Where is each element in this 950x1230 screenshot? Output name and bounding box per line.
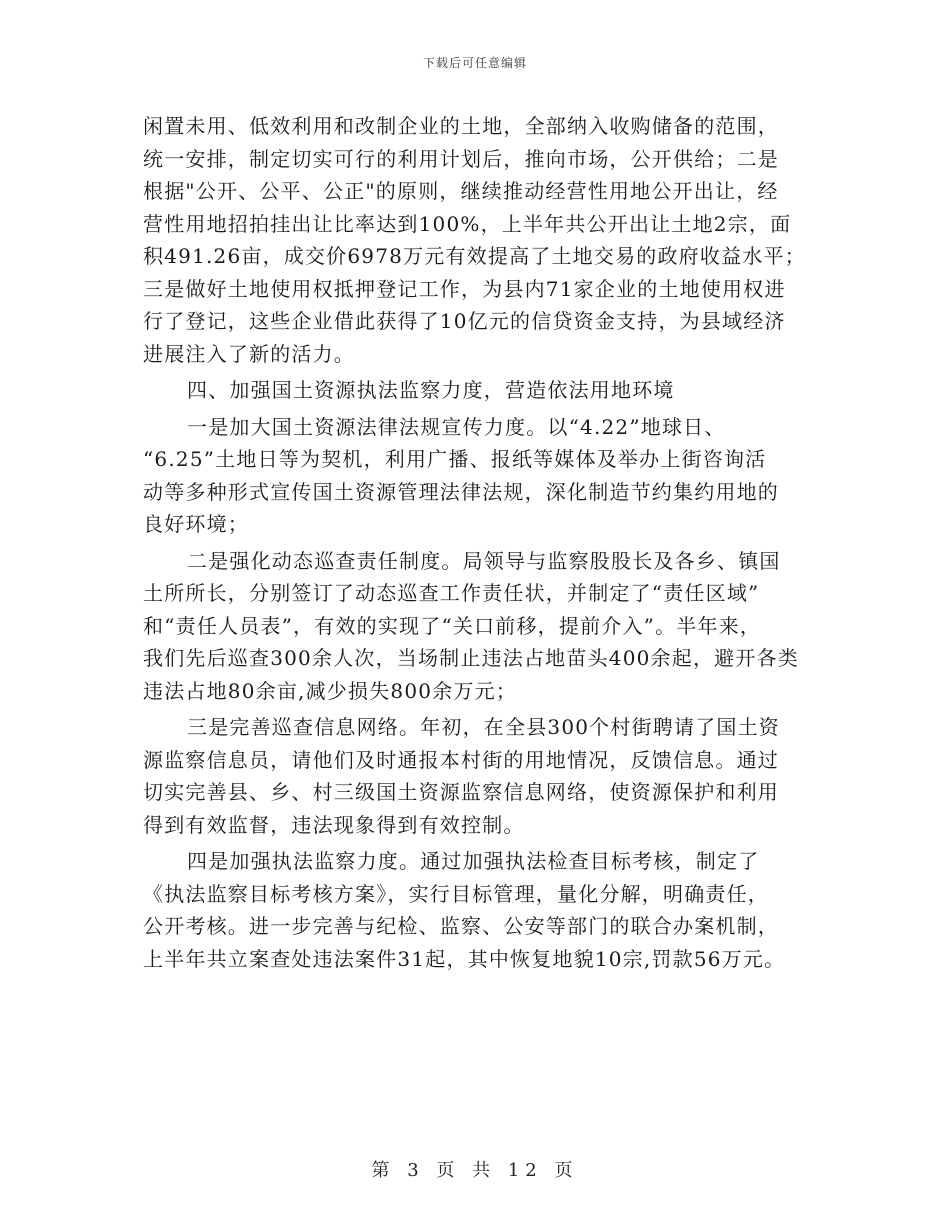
text-line: 良好环境； bbox=[143, 512, 249, 536]
paragraph-enforcement bbox=[143, 845, 815, 975]
section-heading-text: 四、加强国土资源执法监察力度，营造依法用地环境 bbox=[187, 378, 675, 402]
text-line: 一是加大国土资源法律法规宣传力度。以“4.22”地球日、 bbox=[187, 414, 726, 439]
text-line: 根据"公开、公平、公正"的原则，继续推动经营性用地公开出让，经 bbox=[143, 179, 779, 203]
text-line: 三是做好土地使用权抵押登记工作，为县内71家企业的土地使用权进 bbox=[143, 276, 786, 301]
text-line: 二是强化动态巡查责任制度。局领导与监察股股长及各乡、镇国 bbox=[187, 548, 781, 573]
paragraph-info-network bbox=[143, 711, 815, 841]
text-line: 上半年共立案查处违法案件31起，其中恢复地貌10宗,罚款56万元。 bbox=[143, 946, 786, 971]
text-line: 公开考核。进一步完善与纪检、监察、公安等部门的联合办案机制， bbox=[143, 914, 779, 938]
text-line: 违法占地80余亩,减少损失800余万元； bbox=[143, 678, 517, 703]
paragraph-publicity bbox=[143, 411, 815, 541]
text-line: 四是加强执法监察力度。通过加强执法检查目标考核，制定了 bbox=[187, 849, 760, 873]
text-line: 土所所长，分别签订了动态巡查工作责任状，并制定了“责任区域” bbox=[143, 581, 760, 605]
text-line: “6.25”土地日等为契机，利用广播、报纸等媒体及举办上街咨询活 bbox=[143, 447, 767, 471]
paragraph-land-supply bbox=[143, 110, 815, 370]
text-line: 统一安排，制定切实可行的利用计划后，推向市场，公开供给；二是 bbox=[143, 146, 779, 171]
text-line: 《执法监察目标考核方案》，实行目标管理，量化分解，明确责任， bbox=[143, 881, 769, 906]
page-header-note: 下载后可任意编辑 bbox=[422, 56, 527, 70]
text-line: 积491.26亩，成交价6978万元有效提高了土地交易的政府收益水平； bbox=[143, 244, 806, 268]
document-body bbox=[143, 110, 815, 979]
text-line: 营性用地招拍挂出让比率达到100%，上半年共公开出让土地2宗，面 bbox=[143, 211, 792, 236]
section-heading-4 bbox=[143, 374, 815, 407]
text-line: 行了登记，这些企业借此获得了10亿元的信贷资金支持，为县域经济 bbox=[143, 309, 786, 333]
text-line: 切实完善县、乡、村三级国土资源监察信息网络，使资源保护和利用 bbox=[143, 780, 779, 804]
text-line: 闲置未用、低效利用和改制企业的土地，全部纳入收购储备的范围， bbox=[143, 114, 779, 138]
text-line: 和“责任人员表”，有效的实现了“关口前移，提前介入”。半年来， bbox=[143, 613, 762, 638]
text-line: 我们先后巡查300余人次，当场制止违法占地苗头400余起，避开各类 bbox=[143, 646, 799, 670]
page-number: 第 3 页 共 12 页 bbox=[371, 1160, 579, 1181]
text-line: 动等多种形式宣传国土资源管理法律法规，深化制造节约集约用地的 bbox=[143, 479, 779, 504]
text-line: 进展注入了新的活力。 bbox=[143, 341, 355, 366]
text-line: 三是完善巡查信息网络。年初，在全县300个村街聘请了国土资 bbox=[187, 715, 780, 739]
text-line: 源监察信息员，请他们及时通报本村街的用地情况，反馈信息。通过 bbox=[143, 747, 779, 772]
text-line: 得到有效监督，违法现象得到有效控制。 bbox=[143, 812, 525, 837]
paragraph-patrol-responsibility bbox=[143, 545, 815, 708]
